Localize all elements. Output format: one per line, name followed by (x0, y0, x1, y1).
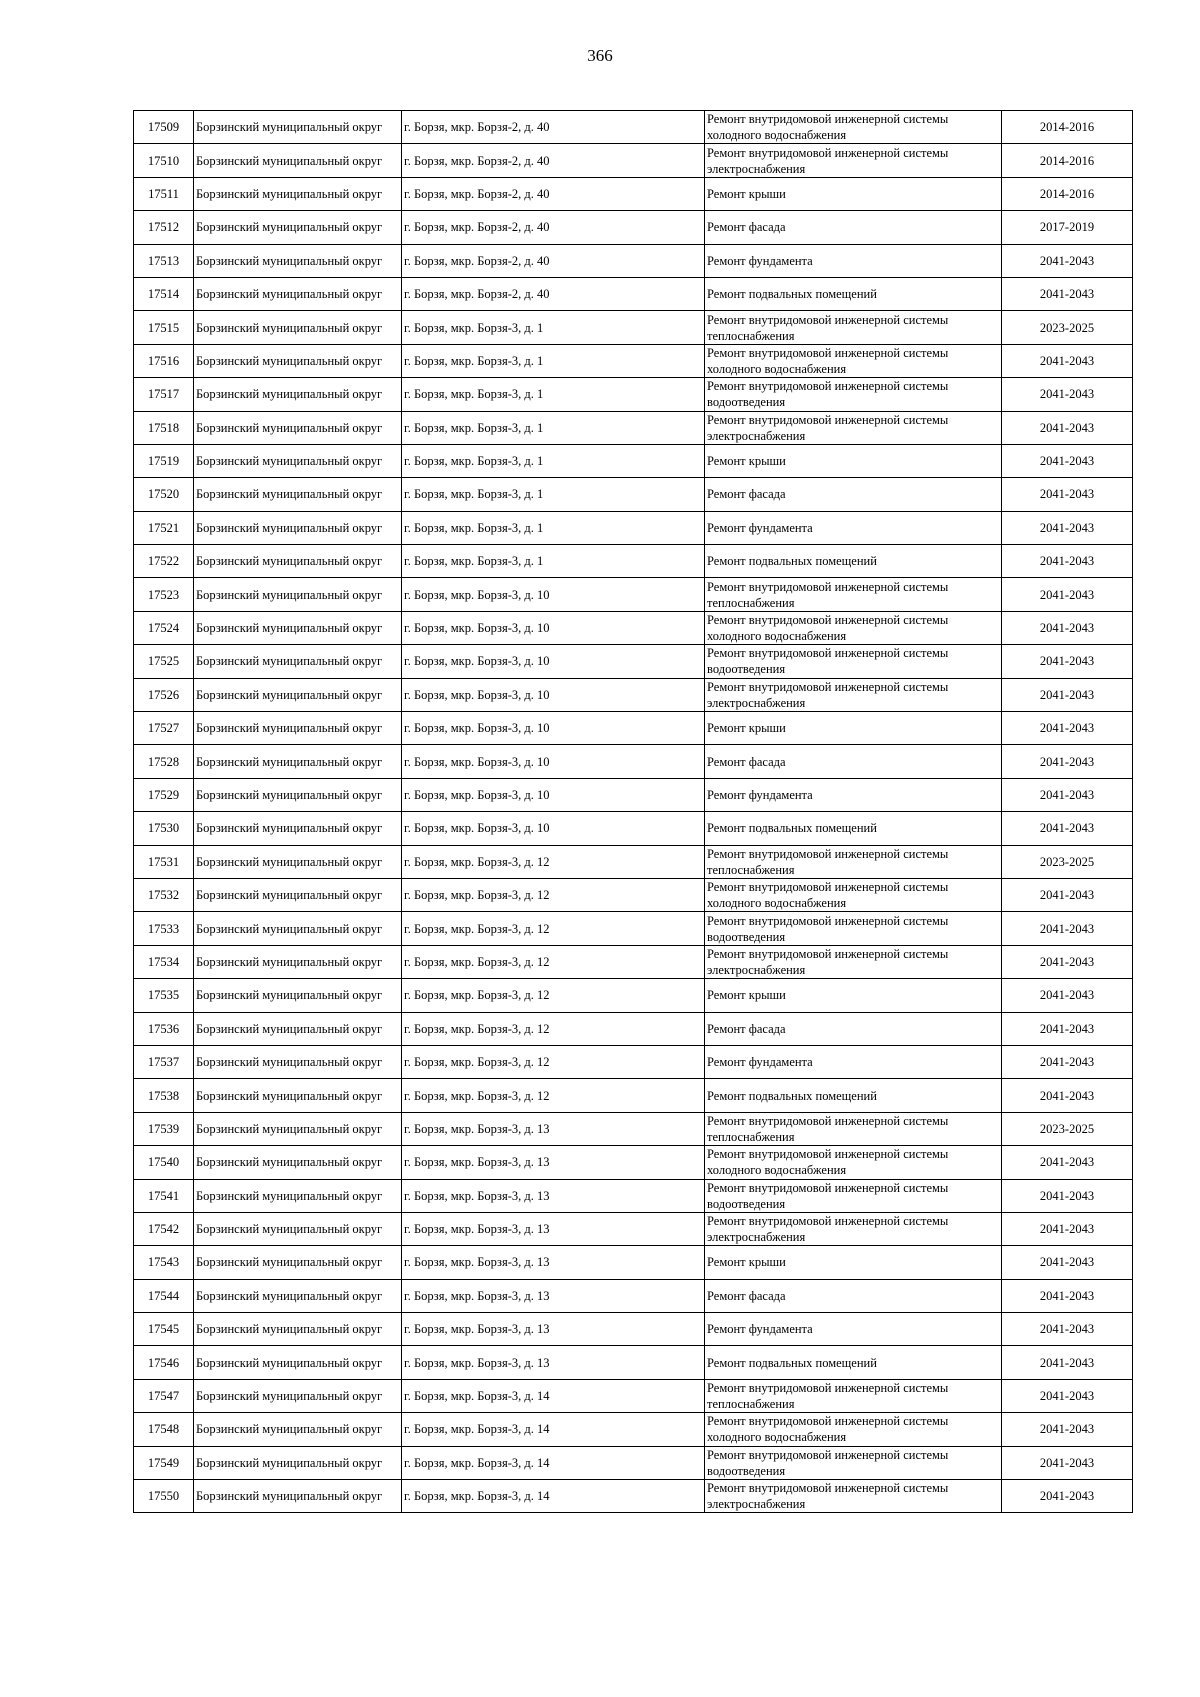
row-number: 17531 (134, 845, 194, 878)
period: 2041-2043 (1002, 1012, 1133, 1045)
district-name: Борзинский муниципальный округ (194, 812, 402, 845)
work-type: Ремонт фасада (705, 211, 1002, 244)
district-name: Борзинский муниципальный округ (194, 144, 402, 177)
address: г. Борзя, мкр. Борзя-3, д. 12 (402, 1079, 705, 1112)
row-number: 17519 (134, 444, 194, 477)
period: 2041-2043 (1002, 1246, 1133, 1279)
table-row (134, 678, 1133, 711)
table-row (134, 845, 1133, 878)
address: г. Борзя, мкр. Борзя-3, д. 10 (402, 712, 705, 745)
work-type: Ремонт внутридомовой инженерной системы водоотведения (705, 1179, 1002, 1212)
table-row (134, 1413, 1133, 1446)
work-type: Ремонт фасада (705, 1012, 1002, 1045)
district-name: Борзинский муниципальный округ (194, 678, 402, 711)
address: г. Борзя, мкр. Борзя-3, д. 1 (402, 444, 705, 477)
table-row (134, 211, 1133, 244)
address: г. Борзя, мкр. Борзя-2, д. 40 (402, 144, 705, 177)
table-row (134, 878, 1133, 911)
period: 2041-2043 (1002, 1346, 1133, 1379)
table-row (134, 712, 1133, 745)
district-name: Борзинский муниципальный округ (194, 378, 402, 411)
period: 2017-2019 (1002, 211, 1133, 244)
table-row (134, 1480, 1133, 1513)
period: 2041-2043 (1002, 244, 1133, 277)
work-type: Ремонт фасада (705, 745, 1002, 778)
district-name: Борзинский муниципальный округ (194, 545, 402, 578)
table-row (134, 1313, 1133, 1346)
row-number: 17546 (134, 1346, 194, 1379)
table-row (134, 1246, 1133, 1279)
period: 2041-2043 (1002, 778, 1133, 811)
address: г. Борзя, мкр. Борзя-2, д. 40 (402, 211, 705, 244)
registry-table (133, 110, 1133, 1513)
period: 2023-2025 (1002, 1112, 1133, 1145)
period: 2041-2043 (1002, 878, 1133, 911)
address: г. Борзя, мкр. Борзя-3, д. 10 (402, 678, 705, 711)
work-type: Ремонт внутридомовой инженерной системы электроснабжения (705, 144, 1002, 177)
work-type: Ремонт внутридомовой инженерной системы теплоснабжения (705, 1112, 1002, 1145)
address: г. Борзя, мкр. Борзя-3, д. 1 (402, 378, 705, 411)
address: г. Борзя, мкр. Борзя-3, д. 14 (402, 1446, 705, 1479)
row-number: 17517 (134, 378, 194, 411)
page-number: 366 (587, 46, 613, 65)
table-row (134, 1179, 1133, 1212)
work-type: Ремонт фундамента (705, 511, 1002, 544)
table-row (134, 1346, 1133, 1379)
district-name: Борзинский муниципальный округ (194, 411, 402, 444)
period: 2014-2016 (1002, 144, 1133, 177)
district-name: Борзинский муниципальный округ (194, 578, 402, 611)
period: 2041-2043 (1002, 444, 1133, 477)
work-type: Ремонт внутридомовой инженерной системы холодного водоснабжения (705, 344, 1002, 377)
table-row (134, 177, 1133, 210)
row-number: 17527 (134, 712, 194, 745)
work-type: Ремонт внутридомовой инженерной системы холодного водоснабжения (705, 111, 1002, 144)
period: 2041-2043 (1002, 611, 1133, 644)
work-type: Ремонт внутридомовой инженерной системы теплоснабжения (705, 1379, 1002, 1412)
row-number: 17528 (134, 745, 194, 778)
work-type: Ремонт внутридомовой инженерной системы электроснабжения (705, 945, 1002, 978)
table-row (134, 812, 1133, 845)
address: г. Борзя, мкр. Борзя-3, д. 14 (402, 1480, 705, 1513)
work-type: Ремонт подвальных помещений (705, 545, 1002, 578)
district-name: Борзинский муниципальный округ (194, 645, 402, 678)
table-row (134, 645, 1133, 678)
period: 2041-2043 (1002, 1212, 1133, 1245)
row-number: 17541 (134, 1179, 194, 1212)
address: г. Борзя, мкр. Борзя-3, д. 12 (402, 878, 705, 911)
address: г. Борзя, мкр. Борзя-3, д. 13 (402, 1346, 705, 1379)
work-type: Ремонт внутридомовой инженерной системы холодного водоснабжения (705, 1413, 1002, 1446)
address: г. Борзя, мкр. Борзя-2, д. 40 (402, 244, 705, 277)
district-name: Борзинский муниципальный округ (194, 1379, 402, 1412)
address: г. Борзя, мкр. Борзя-3, д. 10 (402, 778, 705, 811)
work-type: Ремонт фундамента (705, 1045, 1002, 1078)
row-number: 17543 (134, 1246, 194, 1279)
address: г. Борзя, мкр. Борзя-3, д. 1 (402, 478, 705, 511)
address: г. Борзя, мкр. Борзя-3, д. 12 (402, 1045, 705, 1078)
work-type: Ремонт внутридомовой инженерной системы холодного водоснабжения (705, 1146, 1002, 1179)
district-name: Борзинский муниципальный округ (194, 211, 402, 244)
address: г. Борзя, мкр. Борзя-3, д. 12 (402, 979, 705, 1012)
period: 2041-2043 (1002, 1446, 1133, 1479)
period: 2041-2043 (1002, 912, 1133, 945)
period: 2041-2043 (1002, 645, 1133, 678)
table-row (134, 1379, 1133, 1412)
address: г. Борзя, мкр. Борзя-3, д. 13 (402, 1146, 705, 1179)
row-number: 17549 (134, 1446, 194, 1479)
period: 2023-2025 (1002, 311, 1133, 344)
work-type: Ремонт внутридомовой инженерной системы электроснабжения (705, 1212, 1002, 1245)
district-name: Борзинский муниципальный округ (194, 1045, 402, 1078)
district-name: Борзинский муниципальный округ (194, 611, 402, 644)
district-name: Борзинский муниципальный округ (194, 478, 402, 511)
district-name: Борзинский муниципальный округ (194, 1346, 402, 1379)
period: 2041-2043 (1002, 979, 1133, 1012)
period: 2041-2043 (1002, 1079, 1133, 1112)
row-number: 17530 (134, 812, 194, 845)
row-number: 17523 (134, 578, 194, 611)
address: г. Борзя, мкр. Борзя-3, д. 1 (402, 545, 705, 578)
district-name: Борзинский муниципальный округ (194, 1179, 402, 1212)
address: г. Борзя, мкр. Борзя-3, д. 13 (402, 1112, 705, 1145)
row-number: 17510 (134, 144, 194, 177)
work-type: Ремонт внутридомовой инженерной системы электроснабжения (705, 678, 1002, 711)
address: г. Борзя, мкр. Борзя-3, д. 10 (402, 812, 705, 845)
work-type: Ремонт крыши (705, 712, 1002, 745)
table-row (134, 111, 1133, 144)
work-type: Ремонт фундамента (705, 244, 1002, 277)
work-type: Ремонт крыши (705, 177, 1002, 210)
row-number: 17520 (134, 478, 194, 511)
period: 2041-2043 (1002, 1146, 1133, 1179)
row-number: 17516 (134, 344, 194, 377)
period: 2041-2043 (1002, 1379, 1133, 1412)
district-name: Борзинский муниципальный округ (194, 945, 402, 978)
table-row (134, 311, 1133, 344)
district-name: Борзинский муниципальный округ (194, 1246, 402, 1279)
work-type: Ремонт фундамента (705, 1313, 1002, 1346)
address: г. Борзя, мкр. Борзя-3, д. 12 (402, 912, 705, 945)
row-number: 17536 (134, 1012, 194, 1045)
period: 2041-2043 (1002, 945, 1133, 978)
table-row (134, 778, 1133, 811)
address: г. Борзя, мкр. Борзя-3, д. 10 (402, 645, 705, 678)
row-number: 17529 (134, 778, 194, 811)
table-row (134, 979, 1133, 1012)
work-type: Ремонт подвальных помещений (705, 1346, 1002, 1379)
table-row (134, 378, 1133, 411)
table-row (134, 511, 1133, 544)
district-name: Борзинский муниципальный округ (194, 878, 402, 911)
period: 2041-2043 (1002, 277, 1133, 310)
address: г. Борзя, мкр. Борзя-3, д. 1 (402, 311, 705, 344)
table-row (134, 1446, 1133, 1479)
table-row (134, 1279, 1133, 1312)
table-row (134, 1012, 1133, 1045)
row-number: 17515 (134, 311, 194, 344)
row-number: 17548 (134, 1413, 194, 1446)
table-row (134, 1045, 1133, 1078)
row-number: 17522 (134, 545, 194, 578)
period: 2041-2043 (1002, 545, 1133, 578)
work-type: Ремонт крыши (705, 444, 1002, 477)
work-type: Ремонт фундамента (705, 778, 1002, 811)
table-row (134, 912, 1133, 945)
work-type: Ремонт внутридомовой инженерной системы водоотведения (705, 1446, 1002, 1479)
district-name: Борзинский муниципальный округ (194, 444, 402, 477)
table-row (134, 611, 1133, 644)
work-type: Ремонт внутридомовой инженерной системы водоотведения (705, 645, 1002, 678)
address: г. Борзя, мкр. Борзя-3, д. 1 (402, 411, 705, 444)
district-name: Борзинский муниципальный округ (194, 712, 402, 745)
district-name: Борзинский муниципальный округ (194, 177, 402, 210)
address: г. Борзя, мкр. Борзя-3, д. 12 (402, 945, 705, 978)
row-number: 17542 (134, 1212, 194, 1245)
address: г. Борзя, мкр. Борзя-3, д. 10 (402, 578, 705, 611)
district-name: Борзинский муниципальный округ (194, 1112, 402, 1145)
address: г. Борзя, мкр. Борзя-3, д. 13 (402, 1179, 705, 1212)
period: 2023-2025 (1002, 845, 1133, 878)
table-row (134, 244, 1133, 277)
period: 2041-2043 (1002, 1480, 1133, 1513)
work-type: Ремонт крыши (705, 1246, 1002, 1279)
row-number: 17525 (134, 645, 194, 678)
address: г. Борзя, мкр. Борзя-2, д. 40 (402, 277, 705, 310)
row-number: 17540 (134, 1146, 194, 1179)
address: г. Борзя, мкр. Борзя-3, д. 13 (402, 1246, 705, 1279)
address: г. Борзя, мкр. Борзя-2, д. 40 (402, 177, 705, 210)
work-type: Ремонт внутридомовой инженерной системы электроснабжения (705, 1480, 1002, 1513)
district-name: Борзинский муниципальный округ (194, 845, 402, 878)
row-number: 17509 (134, 111, 194, 144)
period: 2041-2043 (1002, 812, 1133, 845)
district-name: Борзинский муниципальный округ (194, 311, 402, 344)
district-name: Борзинский муниципальный округ (194, 1079, 402, 1112)
district-name: Борзинский муниципальный округ (194, 1480, 402, 1513)
row-number: 17534 (134, 945, 194, 978)
period: 2041-2043 (1002, 1413, 1133, 1446)
period: 2014-2016 (1002, 177, 1133, 210)
work-type: Ремонт внутридомовой инженерной системы теплоснабжения (705, 578, 1002, 611)
row-number: 17545 (134, 1313, 194, 1346)
row-number: 17547 (134, 1379, 194, 1412)
row-number: 17539 (134, 1112, 194, 1145)
work-type: Ремонт крыши (705, 979, 1002, 1012)
district-name: Борзинский муниципальный округ (194, 511, 402, 544)
period: 2014-2016 (1002, 111, 1133, 144)
district-name: Борзинский муниципальный округ (194, 277, 402, 310)
work-type: Ремонт внутридомовой инженерной системы теплоснабжения (705, 845, 1002, 878)
district-name: Борзинский муниципальный округ (194, 111, 402, 144)
period: 2041-2043 (1002, 578, 1133, 611)
address: г. Борзя, мкр. Борзя-3, д. 10 (402, 611, 705, 644)
work-type: Ремонт фасада (705, 478, 1002, 511)
table-row (134, 945, 1133, 978)
period: 2041-2043 (1002, 511, 1133, 544)
district-name: Борзинский муниципальный округ (194, 778, 402, 811)
address: г. Борзя, мкр. Борзя-3, д. 12 (402, 1012, 705, 1045)
period: 2041-2043 (1002, 411, 1133, 444)
row-number: 17532 (134, 878, 194, 911)
address: г. Борзя, мкр. Борзя-3, д. 13 (402, 1279, 705, 1312)
row-number: 17513 (134, 244, 194, 277)
period: 2041-2043 (1002, 344, 1133, 377)
work-type: Ремонт подвальных помещений (705, 277, 1002, 310)
district-name: Борзинский муниципальный округ (194, 1313, 402, 1346)
table-row (134, 478, 1133, 511)
period: 2041-2043 (1002, 712, 1133, 745)
table-row (134, 545, 1133, 578)
row-number: 17526 (134, 678, 194, 711)
district-name: Борзинский муниципальный округ (194, 1279, 402, 1312)
work-type: Ремонт внутридомовой инженерной системы холодного водоснабжения (705, 878, 1002, 911)
address: г. Борзя, мкр. Борзя-3, д. 12 (402, 845, 705, 878)
table-row (134, 1079, 1133, 1112)
row-number: 17550 (134, 1480, 194, 1513)
period: 2041-2043 (1002, 1313, 1133, 1346)
row-number: 17544 (134, 1279, 194, 1312)
district-name: Борзинский муниципальный округ (194, 1446, 402, 1479)
table-row (134, 277, 1133, 310)
address: г. Борзя, мкр. Борзя-3, д. 13 (402, 1313, 705, 1346)
row-number: 17524 (134, 611, 194, 644)
row-number: 17535 (134, 979, 194, 1012)
period: 2041-2043 (1002, 745, 1133, 778)
row-number: 17533 (134, 912, 194, 945)
work-type: Ремонт внутридомовой инженерной системы водоотведения (705, 912, 1002, 945)
row-number: 17514 (134, 277, 194, 310)
row-number: 17537 (134, 1045, 194, 1078)
table-row (134, 1112, 1133, 1145)
address: г. Борзя, мкр. Борзя-3, д. 1 (402, 344, 705, 377)
work-type: Ремонт внутридомовой инженерной системы холодного водоснабжения (705, 611, 1002, 644)
address: г. Борзя, мкр. Борзя-3, д. 1 (402, 511, 705, 544)
period: 2041-2043 (1002, 478, 1133, 511)
district-name: Борзинский муниципальный округ (194, 1146, 402, 1179)
table-row (134, 411, 1133, 444)
address: г. Борзя, мкр. Борзя-3, д. 10 (402, 745, 705, 778)
district-name: Борзинский муниципальный округ (194, 979, 402, 1012)
district-name: Борзинский муниципальный округ (194, 1012, 402, 1045)
district-name: Борзинский муниципальный округ (194, 244, 402, 277)
table-row (134, 745, 1133, 778)
period: 2041-2043 (1002, 678, 1133, 711)
table-row (134, 1212, 1133, 1245)
work-type: Ремонт подвальных помещений (705, 812, 1002, 845)
work-type: Ремонт внутридомовой инженерной системы электроснабжения (705, 411, 1002, 444)
table-row (134, 444, 1133, 477)
district-name: Борзинский муниципальный округ (194, 912, 402, 945)
work-type: Ремонт внутридомовой инженерной системы водоотведения (705, 378, 1002, 411)
row-number: 17512 (134, 211, 194, 244)
period: 2041-2043 (1002, 1179, 1133, 1212)
row-number: 17518 (134, 411, 194, 444)
row-number: 17538 (134, 1079, 194, 1112)
district-name: Борзинский муниципальный округ (194, 745, 402, 778)
row-number: 17511 (134, 177, 194, 210)
row-number: 17521 (134, 511, 194, 544)
work-type: Ремонт фасада (705, 1279, 1002, 1312)
address: г. Борзя, мкр. Борзя-3, д. 14 (402, 1379, 705, 1412)
address: г. Борзя, мкр. Борзя-3, д. 14 (402, 1413, 705, 1446)
table-row (134, 144, 1133, 177)
table-row (134, 1146, 1133, 1179)
table-row (134, 578, 1133, 611)
period: 2041-2043 (1002, 1045, 1133, 1078)
address: г. Борзя, мкр. Борзя-2, д. 40 (402, 111, 705, 144)
district-name: Борзинский муниципальный округ (194, 1212, 402, 1245)
address: г. Борзя, мкр. Борзя-3, д. 13 (402, 1212, 705, 1245)
period: 2041-2043 (1002, 1279, 1133, 1312)
table-row (134, 344, 1133, 377)
district-name: Борзинский муниципальный округ (194, 344, 402, 377)
work-type: Ремонт подвальных помещений (705, 1079, 1002, 1112)
registry-table-body (134, 111, 1133, 1513)
work-type: Ремонт внутридомовой инженерной системы теплоснабжения (705, 311, 1002, 344)
period: 2041-2043 (1002, 378, 1133, 411)
district-name: Борзинский муниципальный округ (194, 1413, 402, 1446)
